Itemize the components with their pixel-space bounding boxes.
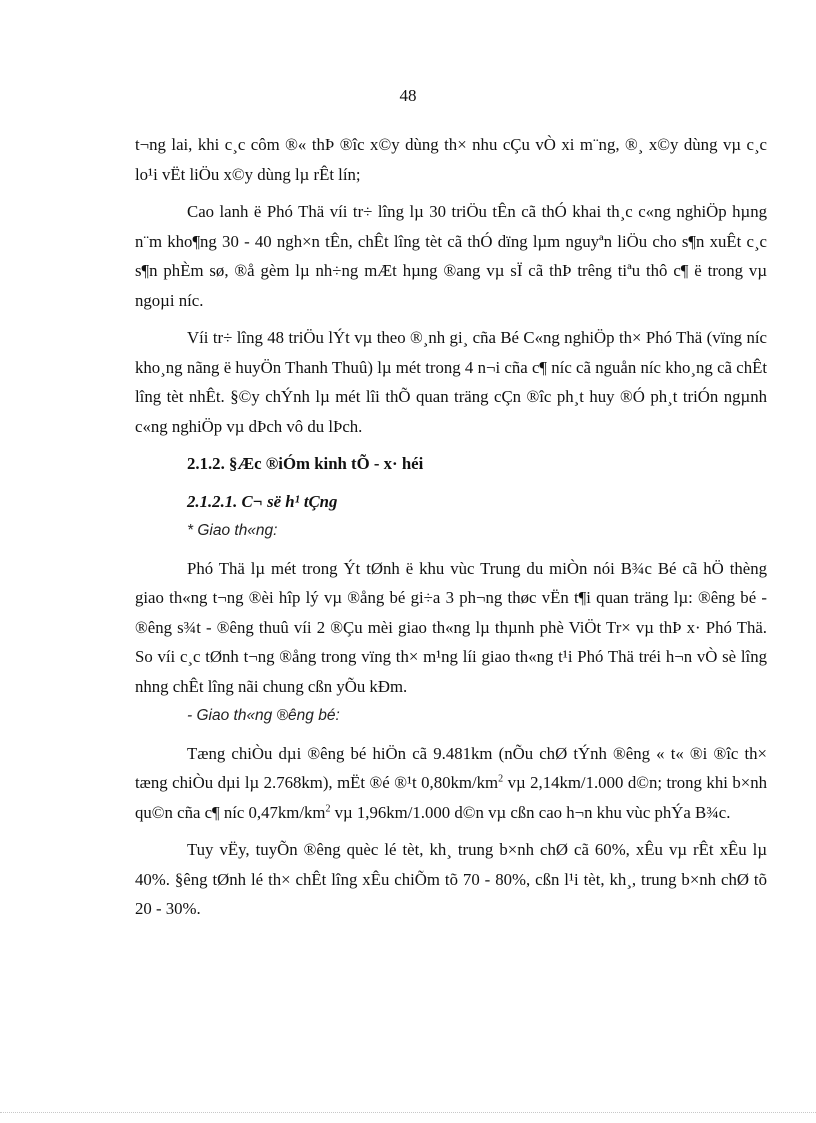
superscript-2: 2 — [325, 802, 331, 814]
paragraph-1: t¬ng lai, khi c¸c côm ®« thÞ ®îc x©y dùng th× nhu cÇu vÒ xi m¨ng, ®¸ x©y dùng vµ c¸c lo¹i vËt liÖu x©y dùng lµ rÊt lín; — [135, 135, 767, 184]
paragraph-mineral-water: Víi tr÷ lîng 48 triÖu lÝt vµ theo ®¸nh gi¸ cña Bé C«ng nghiÖp th× Phó Thä (vïng níc kho¸ng nãng ë huyÖn Thanh Thuû) lµ mét trong 4 n¬i cña c¶ níc cã nguån níc kho¸ng cã chÊt lîng tèt nhÊt. §©y chÝnh lµ mét lîi thÕ quan träng cÇn ®îc ph¸t huy ®Ó ph¸t triÓn ngµnh c«ng nghiÖp vµ dÞch vô du lÞch. — [135, 328, 767, 436]
road-text-part-3: vµ 1,96km/1.000 d©n vµ cßn cao h¬n khu vùc phÝa B¾c. — [330, 802, 731, 822]
subsection-heading: 2.1.2.1. C¬ së h¹ tÇng — [187, 491, 338, 511]
page-number: 48 — [399, 86, 417, 105]
page-bottom-border — [0, 1112, 816, 1113]
paragraph-kaolin: Cao lanh ë Phó Thä víi tr÷ lîng lµ 30 triÖu tÊn cã thÓ khai th¸c c«ng nghiÖp hµng n¨m kho¶ng 30 - 40 ngh×n tÊn, chÊt lîng tèt cã thÓ dïng lµm nguyªn liÖu cho s¶n xuÊt c¸c s¶n phÈm sø, ®å gèm lµ nh÷ng mÆt hµng ®ang vµ sÏ cã thÞ trêng tiªu thô c¶ ë trong vµ ngoµi níc. — [135, 202, 767, 310]
road-text-part-1: Tæng chiÒu dµi ®êng bé hiÖn cã 9.481km (nÕu chØ tÝnh ®êng « t« ®i ®îc th× tæng chiÒu dµi lµ 2.768km), mËt ®é ®¹t 0,80km/km — [135, 743, 767, 792]
road-text-part-2: vµ 2,14km/1.000 d©n; trong khi b×nh qu©n cña c¶ níc 0,47km/km — [135, 773, 767, 822]
paragraph-road-length — [135, 739, 767, 828]
section-heading: 2.1.2. §Æc ®iÓm kinh tÕ - x· héi — [187, 454, 424, 473]
topic-label-transport: * Giao th«ng: — [187, 522, 278, 539]
paragraph-road-quality: Tuy vËy, tuyÕn ®êng quèc lé tèt, kh¸ trung b×nh chØ cã 60%, xÊu vµ rÊt xÊu lµ 40%. §êng tØnh lé th× chÊt lîng xÊu chiÕm tõ 70 - 80%, cßn l¹i tèt, kh¸, trung b×nh chØ tõ 20 - 30%. — [135, 840, 767, 918]
paragraph-transport: Phó Thä lµ mét trong Ýt tØnh ë khu vùc Trung du miÒn nói B¾c Bé cã hÖ thèng giao th«ng t¬ng ®èi hîp lý vµ ®ång bé gi÷a 3 ph¬ng thøc vËn t¶i quan träng lµ: ®êng bé - ®êng s¾t - ®êng thuû víi 2 ®Çu mèi giao th«ng lµ thµnh phè ViÖt Tr× vµ thÞ x· Phó Thä. So víi c¸c tØnh t¬ng ®ång trong vïng th× m¹ng líi giao th«ng t¹i Phó Thä tréi h¬n vÒ sè lîng nhng chÊt lîng nãi chung cßn yÕu kÐm. — [135, 558, 767, 696]
superscript-1: 2 — [498, 773, 504, 785]
topic-label-road: - Giao th«ng ®êng bé: — [187, 707, 340, 724]
document-body — [135, 130, 767, 924]
